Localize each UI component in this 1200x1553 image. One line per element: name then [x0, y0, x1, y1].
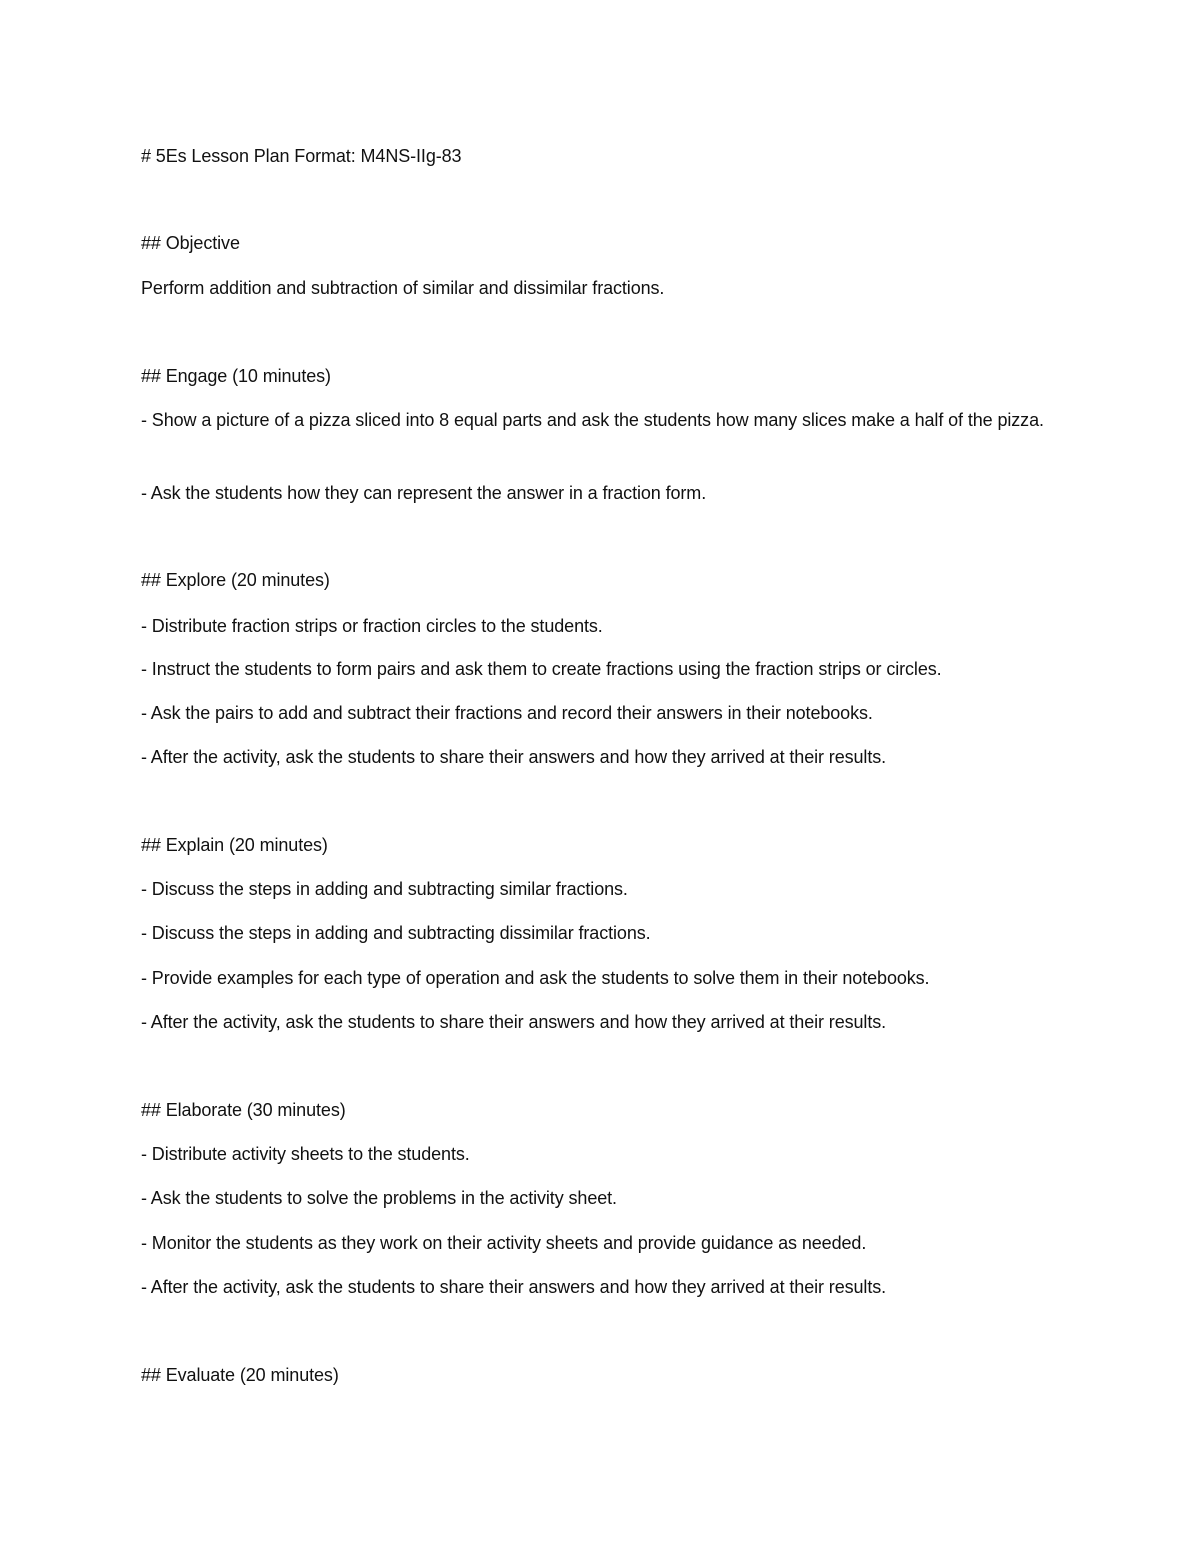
elaborate-item: - After the activity, ask the students to share their answers and how they arrived at their results.: [141, 1277, 887, 1297]
explore-item: - After the activity, ask the students to share their answers and how they arrived at their results.: [141, 747, 887, 767]
objective-heading: ## Objective: [141, 233, 240, 253]
objective-text: Perform addition and subtraction of similar and dissimilar fractions.: [141, 278, 665, 298]
explain-heading: ## Explain (20 minutes): [141, 835, 328, 855]
explain-item: - Provide examples for each type of operation and ask the students to solve them in their notebooks.: [141, 968, 930, 988]
elaborate-item: - Monitor the students as they work on their activity sheets and provide guidance as needed.: [141, 1233, 867, 1253]
engage-item: - Show a picture of a pizza sliced into 8 equal parts and ask the students how many slices make a half of the pizza.: [141, 410, 1044, 430]
evaluate-heading: ## Evaluate (20 minutes): [141, 1365, 339, 1385]
explore-item: - Ask the pairs to add and subtract their fractions and record their answers in their notebooks.: [141, 703, 873, 723]
elaborate-item: - Ask the students to solve the problems in the activity sheet.: [141, 1188, 617, 1208]
explore-heading: ## Explore (20 minutes): [141, 570, 330, 590]
document-title: # 5Es Lesson Plan Format: M4NS-IIg-83: [141, 146, 462, 166]
elaborate-item: - Distribute activity sheets to the students.: [141, 1144, 470, 1164]
engage-heading: ## Engage (10 minutes): [141, 366, 331, 386]
elaborate-heading: ## Elaborate (30 minutes): [141, 1100, 346, 1120]
explore-item: - Distribute fraction strips or fraction circles to the students.: [141, 616, 603, 636]
explain-item: - After the activity, ask the students to share their answers and how they arrived at their results.: [141, 1012, 887, 1032]
explain-item: - Discuss the steps in adding and subtracting similar fractions.: [141, 879, 628, 899]
explain-item: - Discuss the steps in adding and subtracting dissimilar fractions.: [141, 923, 651, 943]
explore-item: - Instruct the students to form pairs and ask them to create fractions using the fraction strips or circles.: [141, 659, 942, 679]
engage-item: - Ask the students how they can represent the answer in a fraction form.: [141, 483, 707, 503]
